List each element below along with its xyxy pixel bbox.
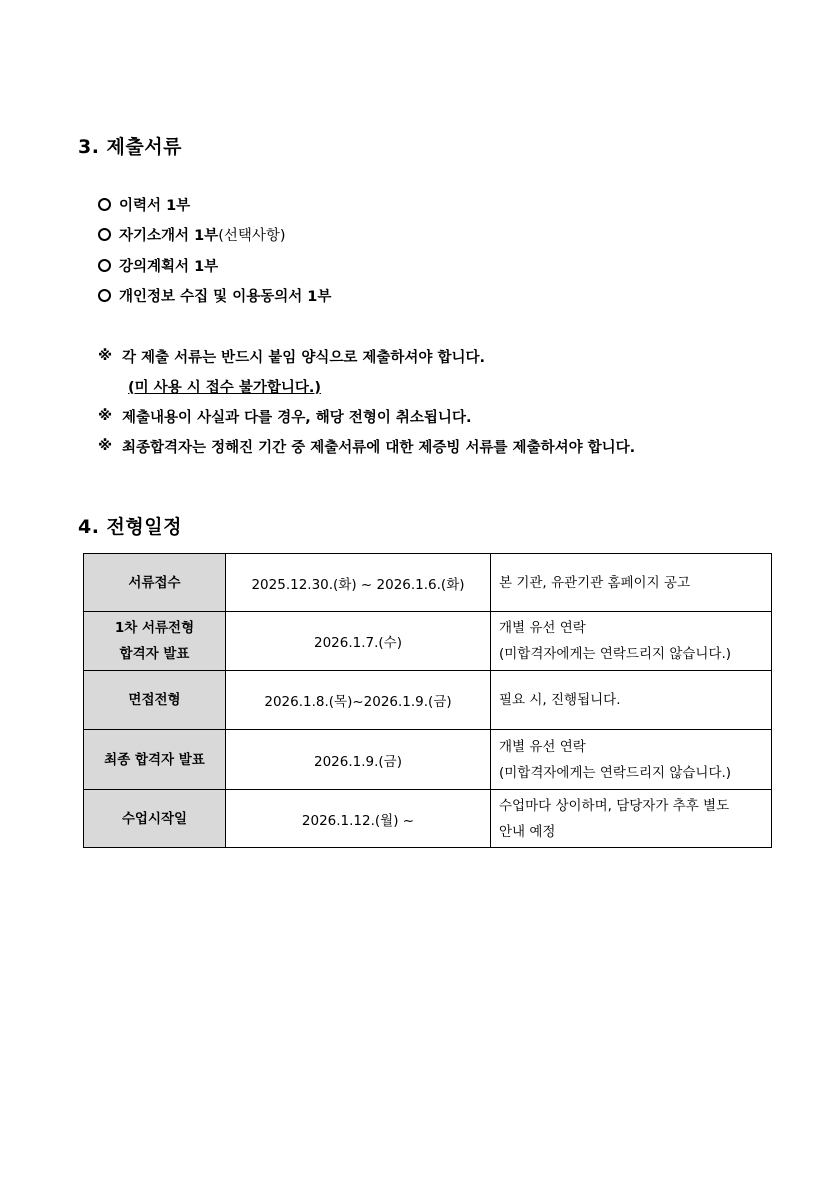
date-cell: 2026.1.8.(목)~2026.1.9.(금) bbox=[226, 671, 491, 730]
required-documents-list bbox=[98, 189, 331, 311]
stage-cell: 수업시작일 bbox=[84, 790, 226, 848]
note-line bbox=[98, 341, 635, 371]
table-row bbox=[84, 612, 772, 671]
reference-mark-icon: ※ bbox=[98, 438, 113, 454]
section-4-title: 4. 전형일정 bbox=[78, 516, 182, 538]
circle-bullet-icon bbox=[98, 198, 111, 211]
list-item bbox=[98, 250, 331, 281]
note-cell: 수업마다 상이하며, 담당자가 추후 별도 안내 예정 bbox=[491, 790, 772, 848]
circle-bullet-icon bbox=[98, 289, 111, 302]
table-row bbox=[84, 554, 772, 612]
stage-cell: 서류접수 bbox=[84, 554, 226, 612]
date-cell: 2025.12.30.(화) ~ 2026.1.6.(화) bbox=[226, 554, 491, 612]
stage-cell: 최종 합격자 발표 bbox=[84, 730, 226, 790]
schedule-table bbox=[83, 553, 772, 848]
list-item bbox=[98, 281, 331, 312]
note-cell: 개별 유선 연락 (미합격자에게는 연락드리지 않습니다.) bbox=[491, 612, 772, 671]
date-cell: 2026.1.7.(수) bbox=[226, 612, 491, 671]
list-item bbox=[98, 189, 331, 220]
stage-cell: 면접전형 bbox=[84, 671, 226, 730]
note-text-underlined: (미 사용 시 접수 불가합니다.) bbox=[128, 379, 322, 396]
document-label: 강의계획서 1부 bbox=[119, 258, 219, 275]
document-label: 이력서 1부 bbox=[119, 197, 191, 214]
note-text: 제출내용이 사실과 다를 경우, 해당 전형이 취소됩니다. bbox=[122, 409, 472, 426]
document-label: 개인정보 수집 및 이용동의서 1부 bbox=[119, 289, 332, 306]
note-line bbox=[98, 371, 635, 401]
note-text: 각 제출 서류는 반드시 붙임 양식으로 제출하셔야 합니다. bbox=[122, 349, 486, 366]
date-cell: 2026.1.9.(금) bbox=[226, 730, 491, 790]
note-text: 최종합격자는 정해진 기간 중 제출서류에 대한 제증빙 서류를 제출하셔야 합니다. bbox=[122, 439, 636, 456]
note-cell: 필요 시, 진행됩니다. bbox=[491, 671, 772, 730]
reference-mark-icon: ※ bbox=[98, 348, 113, 364]
circle-bullet-icon bbox=[98, 228, 111, 241]
note-line bbox=[98, 401, 635, 431]
note-cell: 본 기관, 유관기관 홈페이지 공고 bbox=[491, 554, 772, 612]
note-line bbox=[98, 431, 635, 461]
note-cell: 개별 유선 연락 (미합격자에게는 연락드리지 않습니다.) bbox=[491, 730, 772, 790]
table-row bbox=[84, 730, 772, 790]
submission-notes bbox=[98, 341, 635, 461]
section-3-title: 3. 제출서류 bbox=[78, 136, 182, 158]
date-cell: 2026.1.12.(월) ~ bbox=[226, 790, 491, 848]
circle-bullet-icon bbox=[98, 259, 111, 272]
table-row bbox=[84, 671, 772, 730]
document-extra: (선택사항) bbox=[218, 228, 286, 245]
table-row bbox=[84, 790, 772, 848]
stage-cell: 1차 서류전형 합격자 발표 bbox=[84, 612, 226, 671]
list-item bbox=[98, 220, 331, 251]
reference-mark-icon: ※ bbox=[98, 408, 113, 424]
document-label: 자기소개서 1부 bbox=[119, 228, 219, 245]
